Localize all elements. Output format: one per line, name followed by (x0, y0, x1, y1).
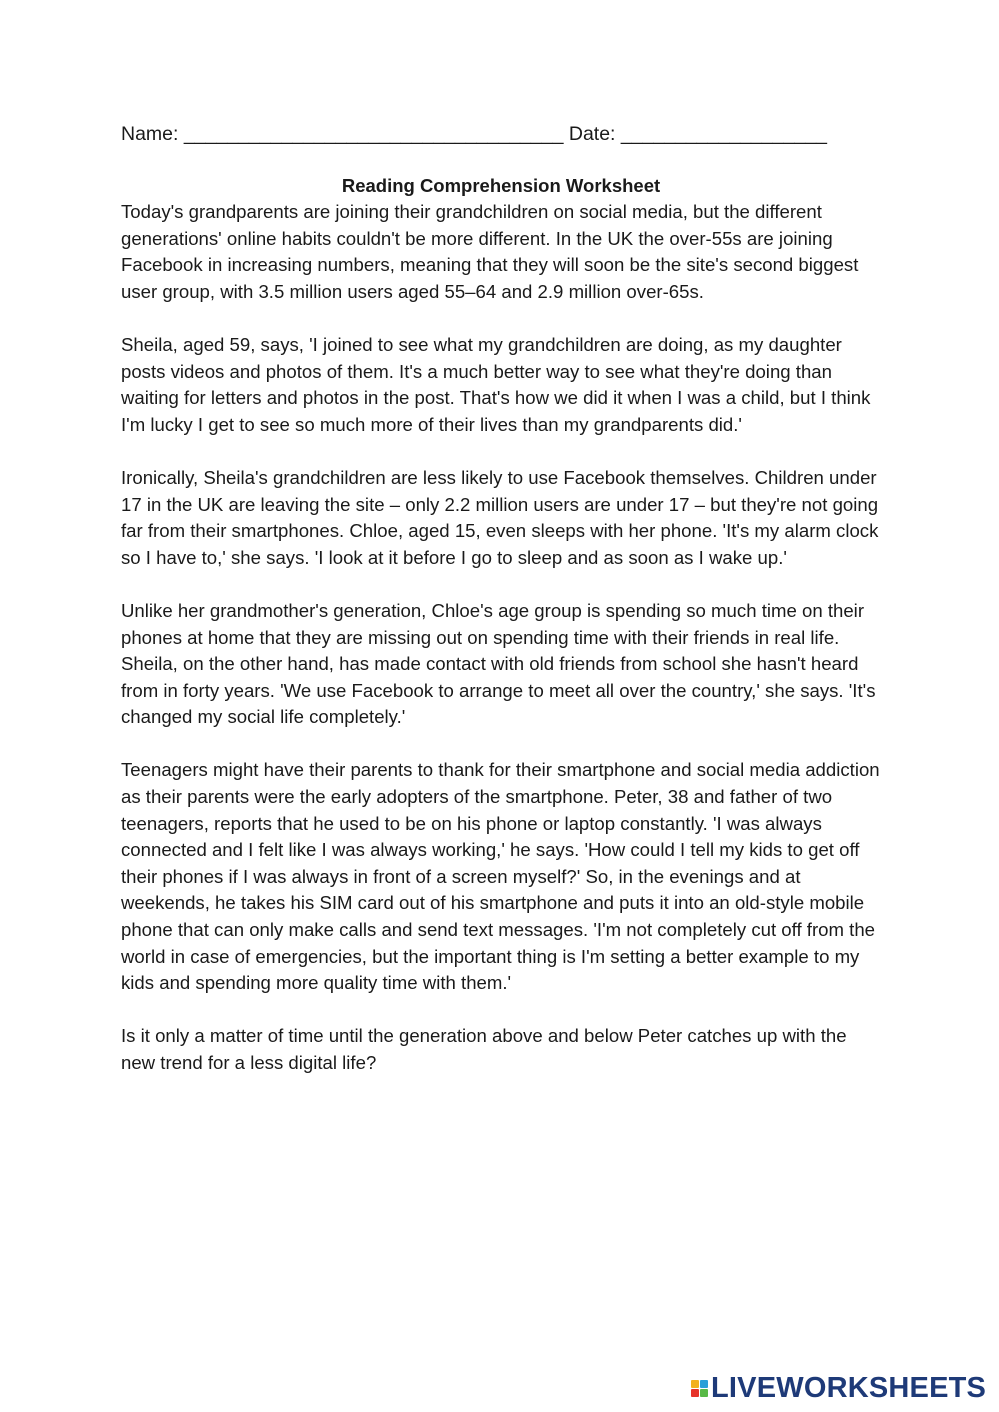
liveworksheets-logo-icon (691, 1380, 708, 1397)
name-label: Name: (121, 123, 179, 145)
logo-square-red (691, 1389, 699, 1397)
date-blank: ___________________ (620, 123, 827, 145)
logo-square-green (700, 1389, 708, 1397)
reading-passage (121, 199, 883, 1103)
paragraph: Today's grandparents are joining their grandchildren on social media, but the different generations' online habits couldn't be more different. In the UK the over-55s are joining Facebook in increasing numbers, meaning that they will soon be the site's second biggest user group, with 3.5 million users aged 55–64 and 2.9 million over-65s. (121, 201, 859, 302)
paragraph: Ironically, Sheila's grandchildren are less likely to use Facebook themselves. Children under 17 in the UK are leaving the site – only 2.2 million users are under 17 – but they're not going far from their smartphones. Chloe, aged 15, even sleeps with her phone. 'It's my alarm clock so I have to,' she says. 'I look at it before I go to sleep and as soon as I wake up.' (121, 466, 879, 568)
name-date-line (121, 121, 881, 147)
logo-text: LIVEWORKSHEETS (711, 1372, 987, 1404)
paragraph: Unlike her grandmother's generation, Chloe's age group is spending so much time on their phones at home that they are missing out on spending time with their friends in real life. Sheila, on the other hand, has made contact with old friends from school she hasn't heard from in forty years. 'We use Facebook to arrange to meet all over the country,' she says. 'It's changed my social life completely.' (121, 599, 876, 728)
logo-square-yellow (691, 1380, 699, 1388)
paragraph: Is it only a matter of time until the generation above and below Peter catches up with the new trend for a less digital life? (121, 1025, 847, 1073)
paragraph: Teenagers might have their parents to thank for their smartphone and social media addiction as their parents were the early adopters of the smartphone. Peter, 38 and father of two teenagers, reports that he used to be on his phone or laptop constantly. 'I was always connected and I felt like I was always working,' he says. 'How could I tell my kids to get off their phones if I was always in front of a screen myself?' So, in the evenings and at weekends, he takes his SIM card out of his smartphone and puts it into an old-style mobile phone that can only make calls and send text messages. 'I'm not completely cut off from the world in case of emergencies, but the important thing is I'm setting a better example to my kids and spending more quality time with them.' (121, 759, 880, 994)
date-label: Date: (568, 123, 616, 145)
paragraph: Sheila, aged 59, says, 'I joined to see what my grandchildren are doing, as my daughter posts videos and photos of them. It's a much better way to see what they're doing than waiting for letters and photos in the post. That's how we did it when I was a child, but I think I'm lucky I get to see so much more of their lives than my grandparents did.' (121, 333, 871, 435)
name-blank: ___________________________________ (183, 123, 564, 145)
logo-square-blue (700, 1380, 708, 1388)
liveworksheets-logo (691, 1372, 986, 1404)
worksheet-title: Reading Comprehension Worksheet (341, 175, 661, 196)
